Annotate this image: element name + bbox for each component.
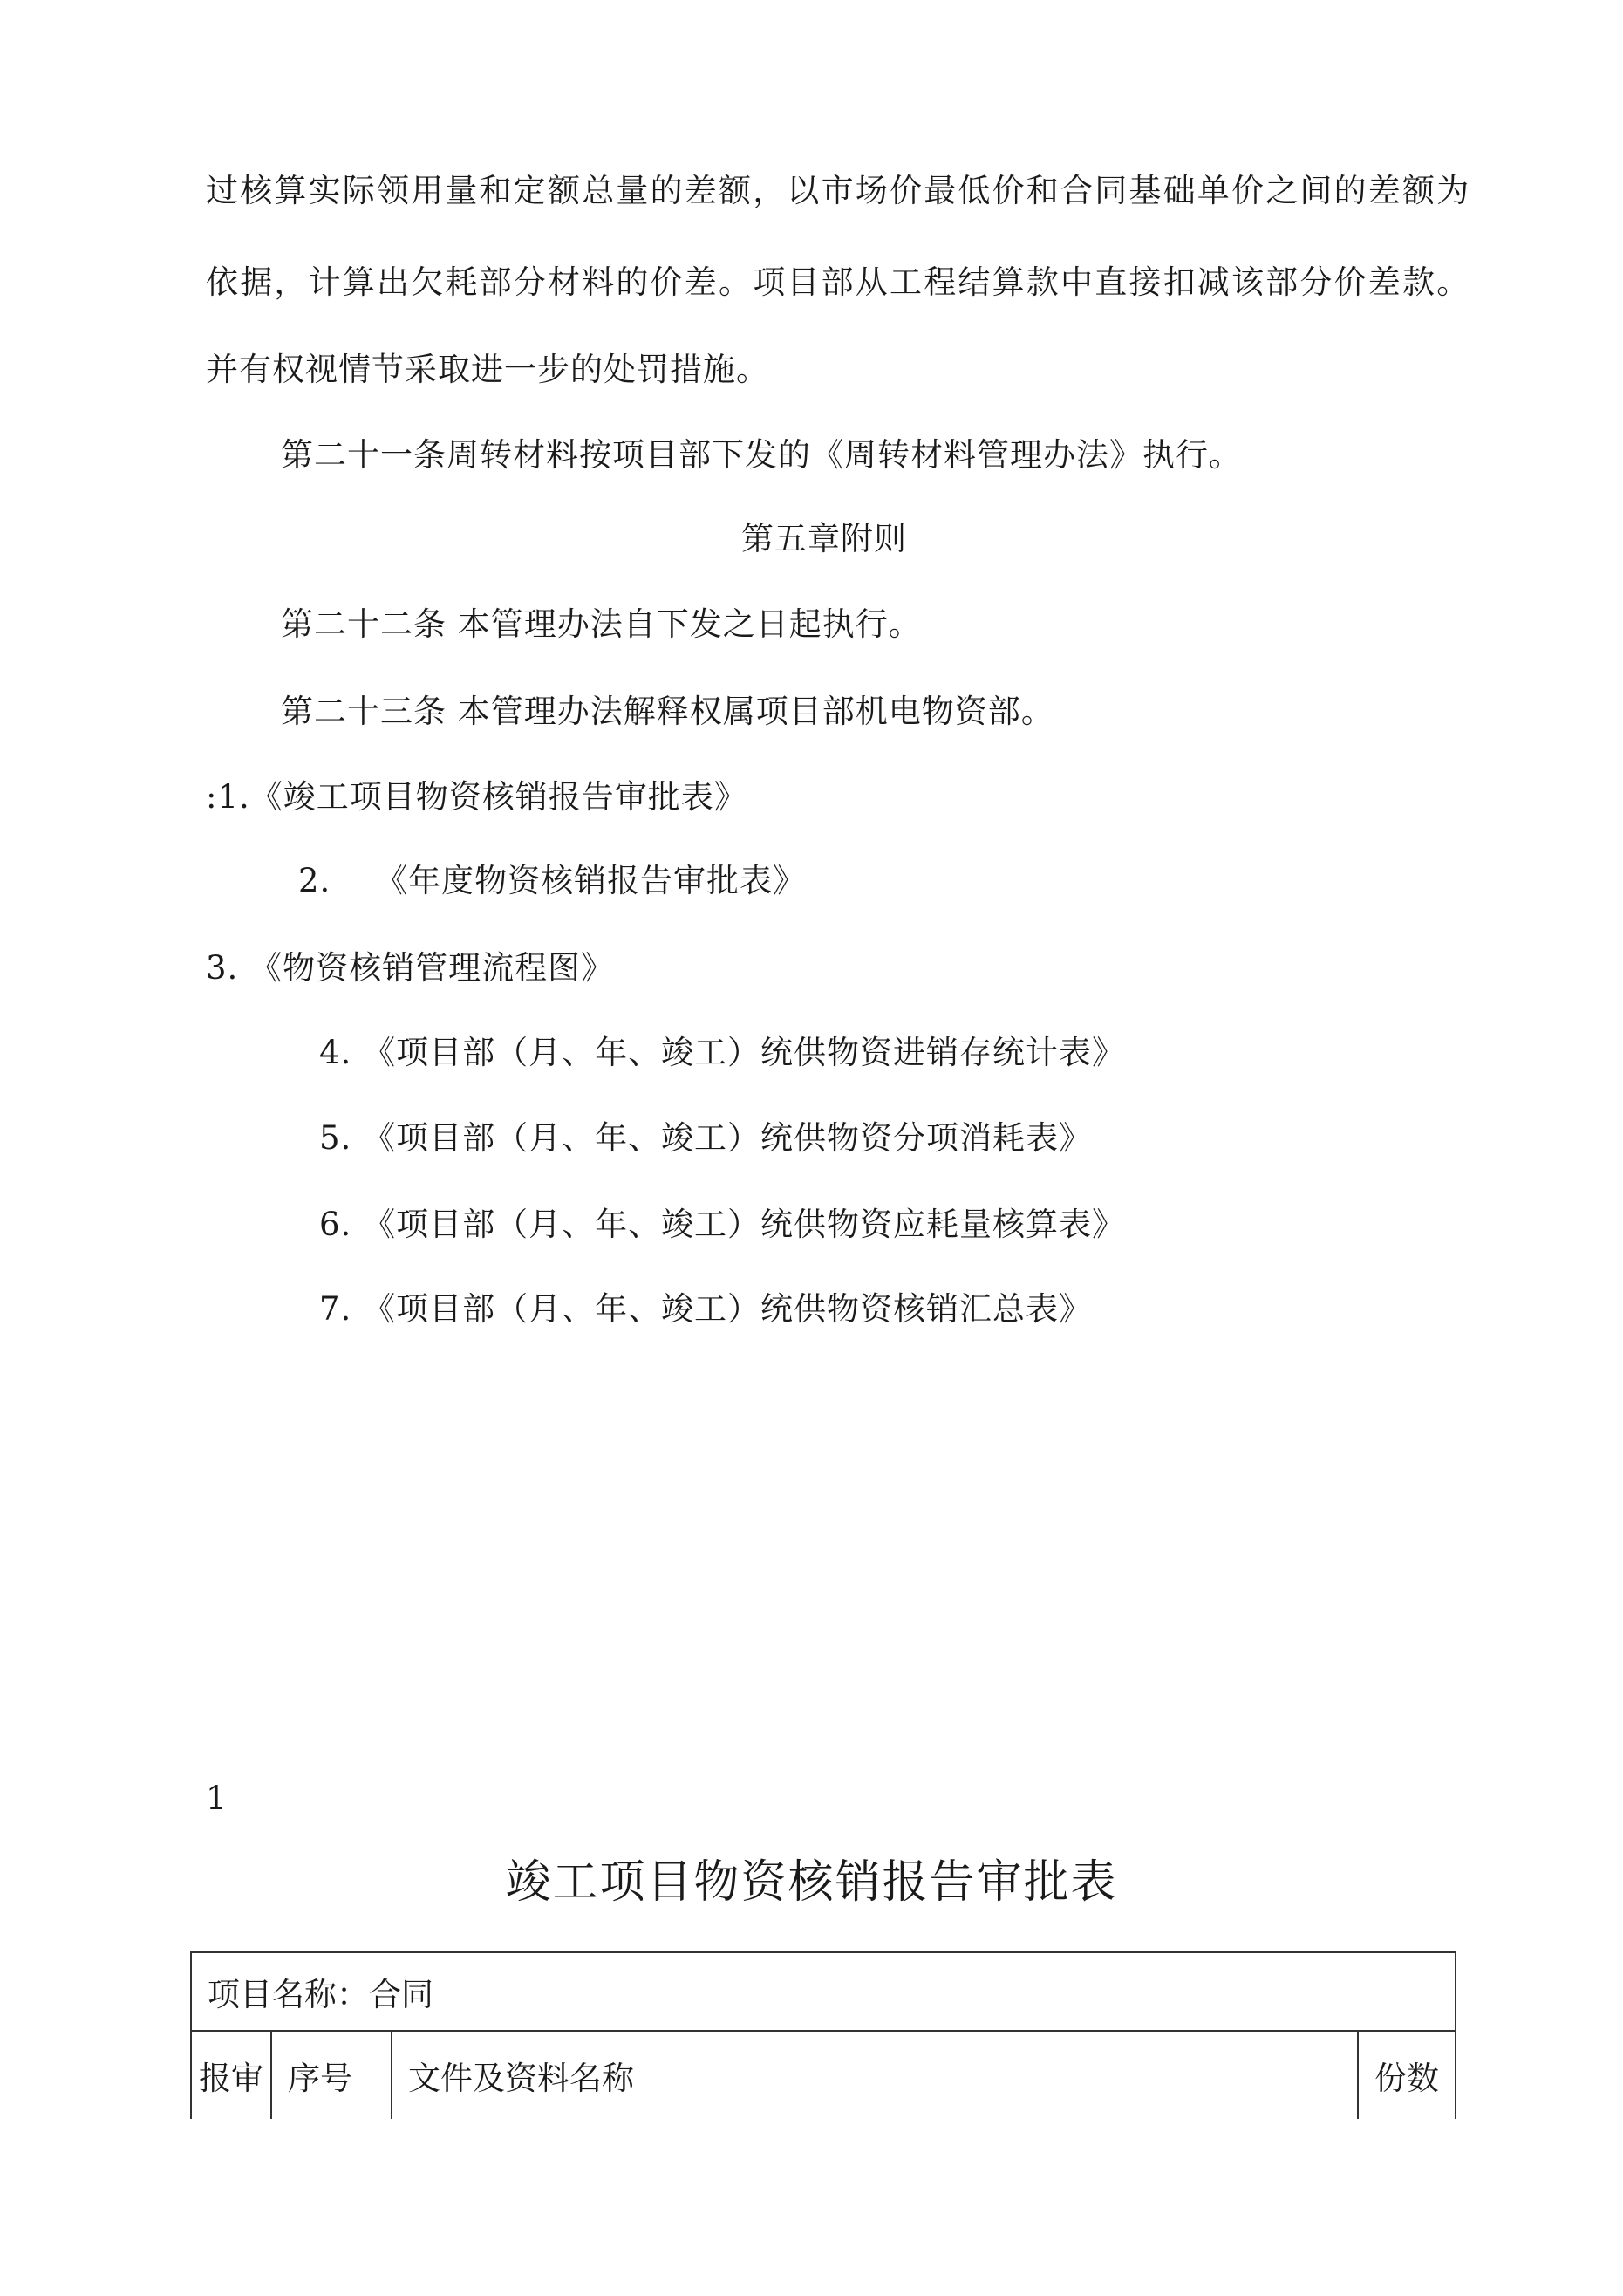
attachment-item-6: 6. 《项目部（月、年、竣工）统供物资应耗量核算表》 [319, 1206, 1126, 1243]
article-22: 第二十二条 本管理办法自下发之日起执行。 [281, 605, 922, 643]
page-number: 1 [206, 1780, 227, 1817]
attachment-item-1: :1.《竣工项目物资核销报告审批表》 [206, 778, 747, 816]
article-21: 第二十一条周转材料按项目部下发的《周转材料管理办法》执行。 [281, 436, 1242, 474]
table-header-row [191, 2031, 1456, 2119]
attachment-item-7: 7. 《项目部（月、年、竣工）统供物资核销汇总表》 [319, 1290, 1093, 1328]
seq-column-header: 序号 [271, 2031, 392, 2119]
paragraph-line-2: 依据，计算出欠耗部分材料的价差。项目部从工程结算款中直接扣减该部分价差款。 [206, 263, 1471, 301]
chapter-5-heading: 第五章附则 [741, 520, 907, 557]
form-title: 竣工项目物资核销报告审批表 [505, 1856, 1118, 1909]
paragraph-line-3: 并有权视情节采取进一步的处罚措施。 [206, 351, 769, 388]
attachment-item-5: 5. 《项目部（月、年、竣工）统供物资分项消耗表》 [319, 1119, 1093, 1157]
attachment-item-2: 2. 《年度物资核销报告审批表》 [298, 862, 807, 899]
approval-form-table [190, 1951, 1456, 2119]
attachment-item-3: 3. 《物资核销管理流程图》 [206, 949, 615, 987]
doc-name-column-header: 文件及资料名称 [392, 2031, 1358, 2119]
audit-column-header: 报审 [191, 2031, 271, 2119]
project-name-cell: 项目名称：合同 [191, 1952, 1456, 2031]
attachment-item-4: 4. 《项目部（月、年、竣工）统供物资进销存统计表》 [319, 1034, 1126, 1071]
article-23: 第二十三条 本管理办法解释权属项目部机电物资部。 [281, 693, 1054, 730]
paragraph-line-1: 过核算实际领用量和定额总量的差额，以市场价最低价和合同基础单价之间的差额为 [206, 172, 1471, 209]
count-column-header: 份数 [1358, 2031, 1456, 2119]
project-name-row [191, 1952, 1456, 2031]
